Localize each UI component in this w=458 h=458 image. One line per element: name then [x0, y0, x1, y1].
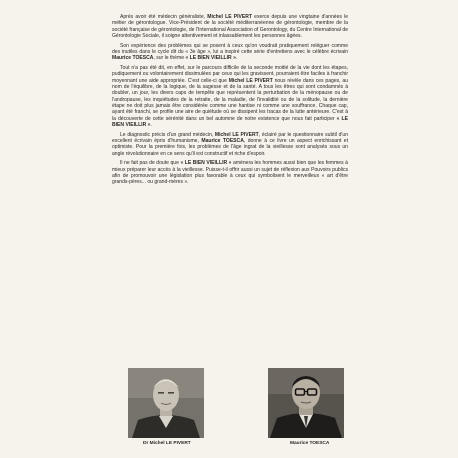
body-text: Après avoir été médecin généraliste,: [120, 14, 208, 20]
body-text: , sur le thème: [153, 55, 186, 62]
body-text: nous révèle dans ces pages, au nom de l'équilibre, de la logique, de la sagesse et de la santé. A tous les êtres qui sont condamnés à doubler, un jour, les divers caps de tempête que représentent la perturbation de la ménopause ou de l'andropause, les inquiétudes de la retraite, de la maladie, de l'invalidité ou de la solitude, la dernière étape ne doit plus jamais être considérée comme une hantise ni comme une souffrance. Chaque cap, ayant été franchi, se profile une aire de quiétude où se dissipent les tracas de la lutte antérieure. C'est à la découverte de cette sérénité dans un bel automne de notre existence que nous fait participer: [112, 77, 349, 122]
body-text: .: [150, 122, 152, 129]
portrait-photo-toesca: [268, 368, 344, 438]
portrait-toesca-image: [268, 368, 344, 438]
body-text: .: [235, 55, 238, 62]
paragraph-5: [112, 160, 348, 185]
portrait-photo-le-pivert: [128, 368, 204, 438]
caption-toesca: Maurice TOESCA: [290, 441, 330, 446]
paragraph-4: [112, 132, 348, 157]
paragraph-2: [112, 43, 348, 62]
blurb-text: [112, 14, 348, 189]
paragraph-3: [112, 65, 348, 128]
portrait-le-pivert-image: [128, 368, 204, 438]
body-text: , donne à ce livre un aspect enrichissant et optimiste. Pour la première fois, les problèmes de l'âge ingrat de la vieillesse sont analysés sous un angle révolutionnaire en ce sens qu'il est constructif et riche d'espoir.: [112, 138, 348, 157]
emphasis-text: Maurice TOESCA: [201, 138, 244, 145]
body-text: Le diagnostic précis d'un grand médecin,: [120, 131, 215, 138]
emphasis-text: Maurice TOESCA: [112, 55, 154, 62]
body-text: , éclairé par le questionnaire subtil d'un excellent écrivain épris d'humanisme,: [112, 131, 348, 145]
emphasis-text: « LE BIEN VIEILLIR »: [180, 160, 232, 167]
body-text: Il ne fait pas de doute que: [120, 160, 181, 167]
emphasis-text: Michel LE PIVERT: [207, 14, 252, 20]
emphasis-text: « LE BIEN VIEILLIR »: [112, 115, 348, 129]
body-text: exerce depuis une vingtaine d'années le métier de gérontologue. Vice-Président de la société méditerranéenne de gérontologie, membre de la société française de gérontologie, de l'International Association of Gerontology, du Centre International de Gérontologie Sociale, il soigne attentivement et inlassablement les personnes âgées.: [112, 14, 349, 40]
caption-le-pivert: Dr Michel LE PIVERT: [143, 441, 191, 446]
emphasis-text: Michel LE PIVERT: [214, 131, 259, 138]
paragraph-1: [112, 14, 348, 39]
body-text: Son expérience des problèmes qui se posent à ceux qu'on voudrait pratiquement reléguer comme des inutiles dans le cycle dit du « 3e âge », lui a inspiré cette série d'entretiens avec le célèbre écrivain: [112, 42, 348, 56]
body-text: amènera les hommes aussi bien que les femmes à mieux préparer leur accès à la vieillesse. Puisse-t-il offrir aussi un sujet de réflexion aux Pouvoirs publics afin de promouvoir une législation plus favorable à ceux qui symbolisent le merveilleux « art d'être grands-pères... ou grand-mères ».: [112, 160, 348, 186]
body-text: Tout n'a pas été dit, en effet, sur le parcours difficile de la seconde moitié de la vie dont les étapes, pudiquement ou volontairement dissimulées par ceux qui les gravissent, pourraient être faciles à franchir moyennant une aide appropriée. C'est celle-ci que: [112, 65, 348, 84]
emphasis-text: « LE BIEN VIEILLIR »: [185, 55, 236, 62]
emphasis-text: Michel LE PIVERT: [228, 77, 273, 84]
